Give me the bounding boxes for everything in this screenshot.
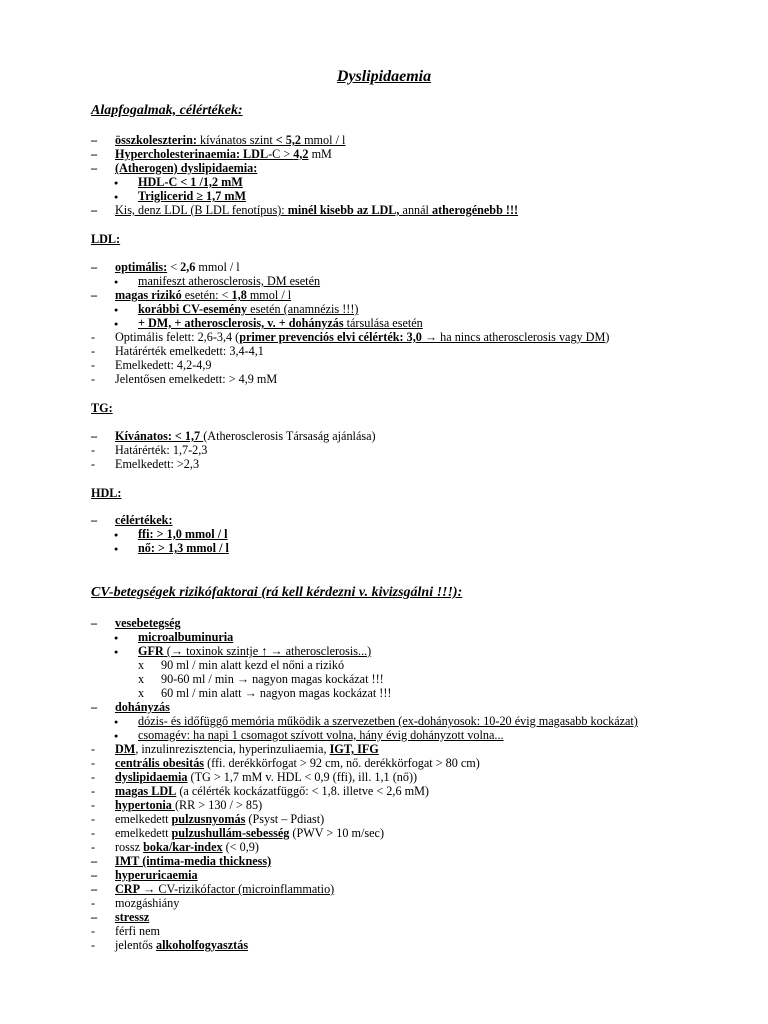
list-item-text: Jelentősen emelkedett: > 4,9 mM [115, 372, 278, 386]
list-item-text: célértékek: [115, 513, 173, 527]
list-item-text: emelkedett pulzusnyomás (Psyst – Pdiast) [115, 812, 325, 826]
list-item-text: hypertonia (RR > 130 / > 85) [115, 798, 263, 812]
list-item-text: ffi: > 1,0 mmol / l [138, 527, 228, 541]
document-page: Dyslipidaemia Alapfogalmak, célértékek: – összkoleszterin: kívánatos szint < 5,2 mmol / l – Hypercholesterinaemia: LDL-C > 4,2 mM – (Atherogen) dyslipidaemia: ● HDL-C < 1 /1,2 mM ● Triglicerid ≥ 1,7 mM – Kis, denz LDL (B LDL fenotípus): minél kisebb az LDL, annál atherogénebb !!! LDL: – optimális: < 2,6 mmol / l ● manifeszt atherosclerosis, DM esetén – magas rizikó esetén: < 1,8 mmol / l ● korábbi CV-esemény esetén (anamnézis !!!) ● + DM, + atherosclerosis, v. + dohányzás társulása esetén - Optimális felett: 2,6-3,4 (primer prevenciós elvi célérték: 3,0 → ha nincs atherosclerosis vagy DM) - Határérték emelkedett: 3,4-4,1 - Emelkedett: 4,2-4,9 - Jelentősen emelkedett: > 4,9 mM TG: – Kívánatos: < 1,7 (Atherosclerosis Társaság ajánlása) - Határérték: 1,7-2,3 - Emelkedett: >2,3 HDL: – célértékek: ● ffi: > 1,0 mmol / l ● nő: > 1,3 mmol / l CV-betegségek rizikófaktorai (rá kell kérdezni v. kivizsgálni !!!): – vesebetegség ● microalbuminuria ● GFR (→ toxinok szintje ↑ → atherosclerosis...) x 90 ml / min alatt kezd el nőni a rizikó x 90-60 ml / min → nagyon magas kockázat !!! x 60 ml / min alatt → nagyon magas kockázat !!! – dohányzás ● dózis- és időfüggő memória működik a szervezetben (ex-dohányosok: 10-20 évig magasabb kockázat) ● csomagév: ha napi 1 csomagot szívott volna, hány évig dohányzott volna... - DM, inzulinrezisztencia, hyperinzuliaemia, IGT, IFG - centrális obesitás (ffi. derékkörfogat > 92 cm, nő. derékkörfogat > 80 cm) - dyslipidaemia (TG > 1,7 mM v. HDL < 0,9 (ffi), ill. 1,1 (nő)) - magas LDL (a célérték kockázatfüggő: < 1,8. illetve < 2,6 mM) - hypertonia (RR > 130 / > 85) - emelkedett pulzusnyomás (Psyst – Pdiast) - emelkedett pulzushullám-sebesség (PWV > 10 m/sec) - rossz boka/kar-index (< 0,9) – IMT (intima-media thickness) – hyperuricaemia – CRP → CV-rizikófactor (microinflammatio) - mozgáshiány – stressz - férfi nem - jelentős alkoholfogyasztás [0, 0, 768, 1024]
list-item-text: dyslipidaemia (TG > 1,7 mM v. HDL < 0,9 (ffi), ill. 1,1 (nő)) [115, 770, 418, 784]
list-item-text: férfi nem [115, 924, 161, 938]
list-item-text: Emelkedett: 4,2-4,9 [115, 358, 212, 372]
list-item-text: (Atherogen) dyslipidaemia: [115, 161, 258, 175]
section-heading-basics: Alapfogalmak, célértékek: [91, 103, 243, 118]
label-tg: TG: [91, 401, 113, 415]
list-item-text: mozgáshiány [115, 896, 180, 910]
list-item-text: centrális obesitás (ffi. derékkörfogat > 92 cm, nő. derékkörfogat > 80 cm) [115, 756, 480, 770]
list-item-text: optimális: < 2,6 mmol / l [115, 260, 240, 274]
list-item-text: vesebetegség [115, 616, 181, 630]
list-item-text: magas rizikó esetén: < 1,8 mmol / l [115, 288, 292, 302]
list-item-text: manifeszt atherosclerosis, DM esetén [138, 274, 321, 288]
list-item-text: hyperuricaemia [115, 868, 198, 882]
list-item-text: HDL-C < 1 /1,2 mM [138, 175, 243, 189]
list-item-text: DM, inzulinrezisztencia, hyperinzuliaemia, IGT, IFG [115, 742, 379, 756]
list-item-text: IMT (intima-media thickness) [115, 854, 272, 868]
list-item-text: + DM, + atherosclerosis, v. + dohányzás társulása esetén [138, 316, 423, 330]
list-item-text: 90-60 ml / min → nagyon magas kockázat !!! [161, 672, 384, 686]
list-item-text: Határérték: 1,7-2,3 [115, 443, 208, 457]
list-item-text: Hypercholesterinaemia: LDL-C > 4,2 mM [115, 147, 332, 161]
list-item-text: nő: > 1,3 mmol / l [138, 541, 229, 555]
list-item-text: dohányzás [115, 700, 170, 714]
list-item-text: Kívánatos: < 1,7 (Atherosclerosis Társaság ajánlása) [115, 429, 376, 443]
list-item-text: 90 ml / min alatt kezd el nőni a rizikó [161, 658, 345, 672]
label-ldl: LDL: [91, 232, 121, 246]
list-item-text: Kis, denz LDL (B LDL fenotípus): minél kisebb az LDL, annál atherogénebb !!! [115, 203, 519, 217]
list-item-text: 60 ml / min alatt → nagyon magas kockázat !!! [161, 686, 392, 700]
list-item-text: összkoleszterin: kívánatos szint < 5,2 mmol / l [115, 133, 346, 147]
list-item-text: emelkedett pulzushullám-sebesség (PWV > 10 m/sec) [115, 826, 385, 840]
list-item-text: dózis- és időfüggő memória működik a szervezetben (ex-dohányosok: 10-20 évig magasabb kockázat) [138, 714, 638, 728]
list-item-text: stressz [115, 910, 150, 924]
list-item-text: rossz boka/kar-index (< 0,9) [115, 840, 259, 854]
list-item-text: microalbuminuria [138, 630, 234, 644]
list-item-text: jelentős alkoholfogyasztás [115, 938, 249, 952]
list-item-text: csomagév: ha napi 1 csomagot szívott volna, hány évig dohányzott volna... [138, 728, 504, 742]
list-item-text: Határérték emelkedett: 3,4-4,1 [115, 344, 264, 358]
list-item-text: GFR (→ toxinok szintje ↑ → atherosclerosis...) [138, 644, 372, 658]
section-heading-risk: CV-betegségek rizikófaktorai (rá kell kérdezni v. kivizsgálni !!!): [91, 585, 463, 600]
list-item-text: CRP → CV-rizikófactor (microinflammatio) [115, 882, 335, 896]
list-item-text: Triglicerid ≥ 1,7 mM [138, 189, 246, 203]
list-item-text: magas LDL (a célérték kockázatfüggő: < 1,8. illetve < 2,6 mM) [115, 784, 429, 798]
list-item-text: Emelkedett: >2,3 [115, 457, 200, 471]
document-title: Dyslipidaemia [336, 68, 432, 85]
list-item-text: Optimális felett: 2,6-3,4 (primer prevenciós elvi célérték: 3,0 → ha nincs atherosclerosis vagy DM) [115, 330, 610, 344]
list-item-text: korábbi CV-esemény esetén (anamnézis !!!) [138, 302, 359, 316]
label-hdl: HDL: [91, 486, 122, 500]
